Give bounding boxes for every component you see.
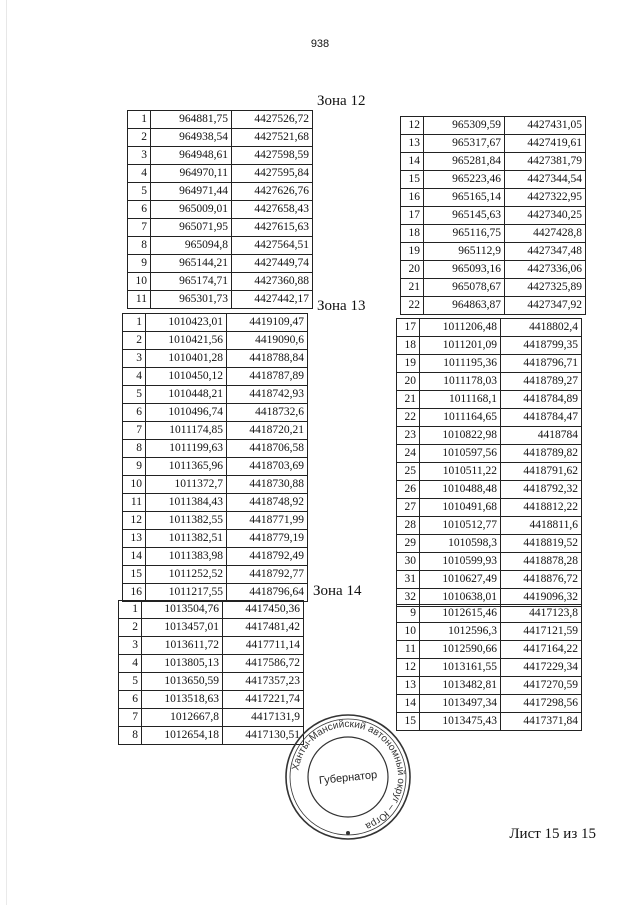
point-number: 12 [397,659,420,677]
table-row [397,695,582,713]
point-number: 4 [128,165,151,183]
coord-y: 4427449,74 [232,255,313,273]
coord-y: 4418730,88 [227,476,308,494]
coord-y: 4418720,21 [227,422,308,440]
point-number: 17 [401,207,424,225]
coord-x: 965112,9 [424,243,505,261]
coord-y: 4427431,05 [505,117,586,135]
table-row [123,476,308,494]
zone-13-table-left [122,313,308,602]
table-row [397,337,582,355]
coord-x: 964938,54 [151,129,232,147]
coord-y: 4417371,84 [501,713,582,731]
table-row [401,279,586,297]
coord-y: 4419090,6 [227,332,308,350]
table-row [401,261,586,279]
coord-y: 4418742,93 [227,386,308,404]
point-number: 29 [397,535,420,553]
coord-y: 4427347,92 [505,297,586,315]
point-number: 3 [123,350,146,368]
point-number: 22 [401,297,424,315]
point-number: 9 [123,458,146,476]
table-row [397,553,582,571]
table-row [397,355,582,373]
seal-ring-text: Ханты-Мансийский автономный округ – Югра [290,718,407,832]
point-number: 5 [123,386,146,404]
coord-y: 4417164,22 [501,641,582,659]
table-row [397,623,582,641]
table-row [397,409,582,427]
table-row [123,458,308,476]
coord-y: 4427381,79 [505,153,586,171]
coord-x: 965174,71 [151,273,232,291]
coord-x: 1013475,43 [420,713,501,731]
table-row [123,422,308,440]
coord-y: 4418812,22 [501,499,582,517]
coord-y: 4418732,6 [227,404,308,422]
zone-12-table-right [400,116,586,315]
table-row [397,445,582,463]
coord-y: 4418789,82 [501,445,582,463]
table-row [123,512,308,530]
point-number: 20 [401,261,424,279]
table-row [128,165,313,183]
point-number: 6 [128,201,151,219]
point-number: 16 [123,584,146,602]
table-row [401,171,586,189]
coord-y: 4417711,14 [223,637,304,655]
point-number: 2 [119,619,142,637]
point-number: 19 [397,355,420,373]
point-number: 13 [401,135,424,153]
coord-y: 4418792,49 [227,548,308,566]
coord-x: 965165,14 [424,189,505,207]
coord-x: 965301,73 [151,291,232,309]
table-row [119,655,304,673]
coord-y: 4417123,8 [501,605,582,623]
coord-y: 4417130,51 [223,727,304,745]
table-row [397,677,582,695]
coord-x: 1013482,81 [420,677,501,695]
point-number: 9 [128,255,151,273]
point-number: 6 [119,691,142,709]
point-number: 3 [128,147,151,165]
point-number: 21 [401,279,424,297]
table-row [123,566,308,584]
coord-x: 1013161,55 [420,659,501,677]
coord-x: 1013518,63 [142,691,223,709]
table-row [128,147,313,165]
coord-y: 4418802,4 [501,319,582,337]
coord-y: 4418771,99 [227,512,308,530]
coord-y: 4417270,59 [501,677,582,695]
coord-y: 4427360,88 [232,273,313,291]
point-number: 15 [397,713,420,731]
zone-14-table-left [118,600,304,745]
coord-y: 4427658,43 [232,201,313,219]
coord-y: 4418792,32 [501,481,582,499]
coord-y: 4418819,52 [501,535,582,553]
coord-x: 1010496,74 [146,404,227,422]
coord-x: 1011168,1 [420,391,501,409]
table-row [401,207,586,225]
coord-x: 964863,87 [424,297,505,315]
table-row [123,440,308,458]
table-row [397,641,582,659]
coord-x: 1010511,22 [420,463,501,481]
coord-x: 965281,84 [424,153,505,171]
coord-y: 4417131,9 [223,709,304,727]
table-row [119,673,304,691]
zone-12-title: Зона 12 [317,93,366,109]
coord-x: 1010638,01 [420,589,501,607]
coord-x: 1011365,96 [146,458,227,476]
table-row [397,499,582,517]
coord-y: 4417121,59 [501,623,582,641]
coord-x: 1012615,46 [420,605,501,623]
point-number: 19 [401,243,424,261]
point-number: 7 [128,219,151,237]
table-row [397,427,582,445]
table-row [397,659,582,677]
coord-y: 4427325,89 [505,279,586,297]
coord-y: 4427344,54 [505,171,586,189]
table-row [123,494,308,512]
point-number: 3 [119,637,142,655]
table-row [397,713,582,731]
sheet-label: Лист 15 из 15 [509,826,596,842]
zone-13-table-right [396,318,582,607]
table-row [119,691,304,709]
point-number: 8 [119,727,142,745]
coord-x: 965317,67 [424,135,505,153]
table-row [128,129,313,147]
coord-x: 965093,16 [424,261,505,279]
coord-x: 1013497,34 [420,695,501,713]
coord-y: 4417586,72 [223,655,304,673]
seal-center-text: Губернатор [318,768,378,788]
table-row [397,605,582,623]
point-number: 18 [401,225,424,243]
coord-x: 1010491,68 [420,499,501,517]
coord-x: 1010597,56 [420,445,501,463]
coord-x: 1010627,49 [420,571,501,589]
table-row [119,637,304,655]
table-row [123,386,308,404]
table-row [401,153,586,171]
coord-x: 1013457,01 [142,619,223,637]
coord-x: 1013504,76 [142,601,223,619]
table-row [119,619,304,637]
coord-x: 1010822,98 [420,427,501,445]
point-number: 28 [397,517,420,535]
coord-y: 4418706,58 [227,440,308,458]
point-number: 8 [123,440,146,458]
coord-x: 1011217,55 [146,584,227,602]
coord-y: 4427526,72 [232,111,313,129]
coord-y: 4418876,72 [501,571,582,589]
coord-y: 4427442,17 [232,291,313,309]
coord-y: 4427419,61 [505,135,586,153]
coord-x: 964881,75 [151,111,232,129]
table-row [397,463,582,481]
table-row [401,135,586,153]
table-row [128,111,313,129]
point-number: 1 [128,111,151,129]
table-row [397,391,582,409]
table-row [397,517,582,535]
point-number: 5 [119,673,142,691]
coord-y: 4417298,56 [501,695,582,713]
zone-14-table-right [396,604,582,731]
coord-y: 4418791,62 [501,463,582,481]
point-number: 18 [397,337,420,355]
coord-x: 1013805,13 [142,655,223,673]
coord-y: 4417481,42 [223,619,304,637]
table-row [397,319,582,337]
coord-x: 1011382,51 [146,530,227,548]
coord-x: 1011178,03 [420,373,501,391]
coord-y: 4427322,95 [505,189,586,207]
coord-y: 4418878,28 [501,553,582,571]
coord-x: 1010599,93 [420,553,501,571]
coord-y: 4418703,69 [227,458,308,476]
coord-y: 4418748,92 [227,494,308,512]
table-row [397,373,582,391]
table-row [128,273,313,291]
table-row [401,189,586,207]
point-number: 10 [128,273,151,291]
table-row [123,548,308,566]
coord-x: 965094,8 [151,237,232,255]
table-row [123,404,308,422]
coord-x: 1011384,43 [146,494,227,512]
coord-y: 4427564,51 [232,237,313,255]
coord-y: 4418799,35 [501,337,582,355]
coord-y: 4417357,23 [223,673,304,691]
point-number: 5 [128,183,151,201]
table-row [401,297,586,315]
coord-y: 4418792,77 [227,566,308,584]
coord-x: 965116,75 [424,225,505,243]
coord-x: 1011252,52 [146,566,227,584]
point-number: 11 [397,641,420,659]
table-row [128,255,313,273]
coord-x: 1011201,09 [420,337,501,355]
coord-y: 4427615,63 [232,219,313,237]
coord-y: 4427340,25 [505,207,586,225]
table-row [128,219,313,237]
coord-y: 4417221,74 [223,691,304,709]
table-row [128,183,313,201]
point-number: 14 [397,695,420,713]
governor-seal [283,712,413,842]
point-number: 15 [123,566,146,584]
coord-x: 1011382,55 [146,512,227,530]
point-number: 20 [397,373,420,391]
table-row [123,332,308,350]
point-number: 4 [123,368,146,386]
coord-x: 1011372,7 [146,476,227,494]
coord-x: 964970,11 [151,165,232,183]
zone-13-title: Зона 13 [317,298,366,314]
coord-y: 4419096,32 [501,589,582,607]
table-row [128,201,313,219]
coord-y: 4418796,64 [227,584,308,602]
coord-x: 1010598,3 [420,535,501,553]
coord-y: 4418784,89 [501,391,582,409]
coord-x: 1010450,12 [146,368,227,386]
table-row [123,368,308,386]
coord-y: 4419109,47 [227,314,308,332]
point-number: 11 [123,494,146,512]
coord-x: 1013611,72 [142,637,223,655]
point-number: 2 [128,129,151,147]
table-row [401,117,586,135]
coord-x: 1010401,28 [146,350,227,368]
coord-y: 4418788,84 [227,350,308,368]
coord-x: 1011174,85 [146,422,227,440]
point-number: 7 [123,422,146,440]
point-number: 13 [397,677,420,695]
coord-x: 1010421,56 [146,332,227,350]
table-row [397,535,582,553]
point-number: 12 [401,117,424,135]
coord-y: 4427347,48 [505,243,586,261]
coord-y: 4427521,68 [232,129,313,147]
table-row [128,291,313,309]
table-row [123,350,308,368]
coord-y: 4418787,89 [227,368,308,386]
point-number: 15 [401,171,424,189]
point-number: 9 [397,605,420,623]
point-number: 27 [397,499,420,517]
table-row [128,237,313,255]
table-row [401,243,586,261]
coord-y: 4418784,47 [501,409,582,427]
coord-x: 965144,21 [151,255,232,273]
coord-x: 965309,59 [424,117,505,135]
coord-y: 4418796,71 [501,355,582,373]
coord-x: 1011164,65 [420,409,501,427]
coord-x: 965009,01 [151,201,232,219]
point-number: 25 [397,463,420,481]
point-number: 8 [128,237,151,255]
point-number: 10 [123,476,146,494]
scan-edge [6,0,7,905]
coord-x: 1011383,98 [146,548,227,566]
zone-12-table-left [127,110,313,309]
coord-x: 1011195,36 [420,355,501,373]
point-number: 7 [119,709,142,727]
point-number: 26 [397,481,420,499]
coord-y: 4418789,27 [501,373,582,391]
point-number: 14 [123,548,146,566]
coord-x: 964948,61 [151,147,232,165]
coord-x: 965223,46 [424,171,505,189]
point-number: 16 [401,189,424,207]
coord-x: 1012654,18 [142,727,223,745]
coord-x: 1010423,01 [146,314,227,332]
table-row [397,481,582,499]
coord-y: 4427626,76 [232,183,313,201]
point-number: 14 [401,153,424,171]
point-number: 31 [397,571,420,589]
point-number: 32 [397,589,420,607]
coord-y: 4427336,06 [505,261,586,279]
coord-x: 965078,67 [424,279,505,297]
coord-y: 4418784 [501,427,582,445]
coord-x: 1010488,48 [420,481,501,499]
coord-y: 4417229,34 [501,659,582,677]
point-number: 23 [397,427,420,445]
point-number: 21 [397,391,420,409]
coord-x: 965145,63 [424,207,505,225]
table-row [119,601,304,619]
coord-x: 1012596,3 [420,623,501,641]
point-number: 2 [123,332,146,350]
coord-x: 1011206,48 [420,319,501,337]
point-number: 22 [397,409,420,427]
point-number: 6 [123,404,146,422]
coord-y: 4427595,84 [232,165,313,183]
coord-y: 4417450,36 [223,601,304,619]
coord-x: 965071,95 [151,219,232,237]
table-row [119,709,304,727]
point-number: 1 [123,314,146,332]
coord-x: 1012667,8 [142,709,223,727]
page-number: 938 [310,38,330,50]
table-row [397,571,582,589]
point-number: 11 [128,291,151,309]
table-row [119,727,304,745]
point-number: 24 [397,445,420,463]
point-number: 30 [397,553,420,571]
coord-y: 4427598,59 [232,147,313,165]
point-number: 4 [119,655,142,673]
coord-y: 4427428,8 [505,225,586,243]
table-row [123,584,308,602]
coord-y: 4418811,6 [501,517,582,535]
coord-x: 1013650,59 [142,673,223,691]
coord-x: 1011199,63 [146,440,227,458]
point-number: 12 [123,512,146,530]
table-row [123,314,308,332]
point-number: 1 [119,601,142,619]
coord-x: 1010512,77 [420,517,501,535]
table-row [123,530,308,548]
coord-y: 4418779,19 [227,530,308,548]
table-row [401,225,586,243]
coord-x: 964971,44 [151,183,232,201]
coord-x: 1010448,21 [146,386,227,404]
coord-x: 1012590,66 [420,641,501,659]
point-number: 17 [397,319,420,337]
point-number: 13 [123,530,146,548]
zone-14-title: Зона 14 [313,583,362,599]
point-number: 10 [397,623,420,641]
